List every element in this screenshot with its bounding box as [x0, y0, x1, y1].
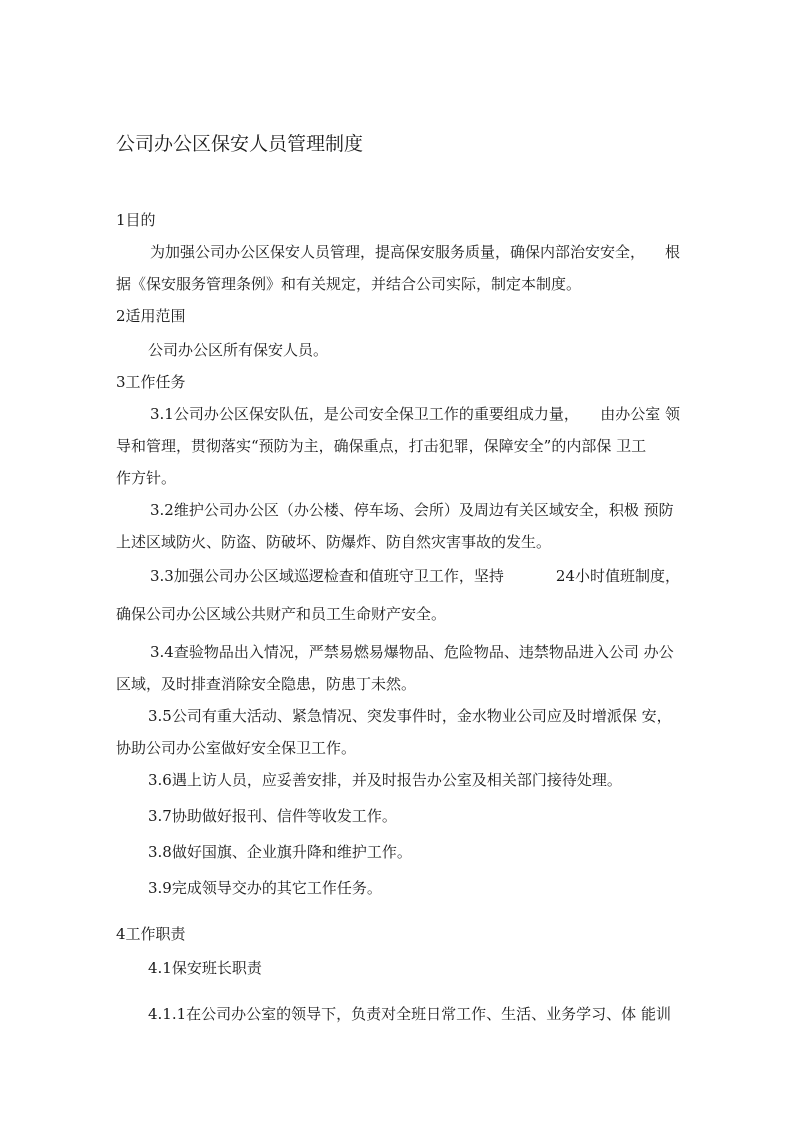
- task-3-1-line-2: 导和管理，贯彻落实“预防为主，确保重点，打击犯罪，保障安全”的内部保 卫工: [116, 437, 647, 455]
- task-3-2-line-1: 3.2维护公司办公区（办公楼、停车场、会所）及周边有关区域安全，积极 预防: [150, 501, 674, 519]
- purpose-line-1-end: 根: [664, 243, 680, 261]
- task-3-4-line-1: 3.4查验物品出入情况，严禁易燃易爆物品、危险物品、违禁物品进入公司 办公: [150, 643, 674, 661]
- task-3-3-line-1-text: 3.3加强公司办公区域巡逻检查和值班守卫工作，坚持: [150, 567, 504, 585]
- task-3-1-line-1-end: 由办公室 领: [600, 405, 680, 423]
- task-3-3-line-2: 确保公司办公区域公共财产和员工生命财产安全。: [116, 605, 447, 623]
- document-title: 公司办公区保安人员管理制度: [116, 133, 364, 155]
- scope-paragraph: 公司办公区所有保安人员。: [148, 341, 329, 359]
- task-3-3-line-1-end: 24小时值班制度，: [555, 567, 680, 585]
- task-3-1-line-3: 作方针。: [116, 469, 177, 487]
- duty-4-1-heading: 4.1保安班长职责: [148, 959, 262, 977]
- section-heading-tasks: 3工作任务: [116, 373, 186, 391]
- task-3-7: 3.7协助做好报刊、信件等收发工作。: [148, 807, 397, 825]
- task-3-1-line-1-text: 3.1公司办公区保安队伍，是公司安全保卫工作的重要组成力量，: [150, 405, 579, 423]
- purpose-paragraph-line-2: 据《保安服务管理条例》和有关规定，并结合公司实际，制定本制度。: [116, 275, 582, 293]
- task-3-5-line-2: 协助公司办公室做好安全保卫工作。: [116, 739, 357, 757]
- purpose-line-1-text: 为加强公司办公区保安人员管理，提高保安服务质量，确保内部治安安全，: [150, 243, 646, 261]
- task-3-4-line-2: 区域，及时排查消除安全隐患，防患丁未然。: [116, 675, 417, 693]
- task-3-6: 3.6遇上访人员，应妥善安排，并及时报告办公室及相关部门接待处理。: [148, 771, 622, 789]
- purpose-paragraph-line-1: [150, 242, 680, 262]
- section-heading-duties: 4工作职责: [116, 925, 186, 943]
- section-heading-purpose: 1目的: [116, 211, 156, 229]
- task-3-2-line-2: 上述区域防火、防盗、防破坏、防爆炸、防自然灾害事故的发生。: [116, 533, 552, 551]
- task-3-9: 3.9完成领导交办的其它工作任务。: [148, 879, 382, 897]
- task-3-5-line-1: 3.5公司有重大活动、紧急情况、突发事件时，金水物业公司应及时增派保 安，: [148, 707, 672, 725]
- duty-4-1-1-line-1: 4.1.1在公司办公室的领导下，负责对全班日常工作、生活、业务学习、体 能训: [148, 1005, 671, 1023]
- task-3-1-line-1: [150, 404, 680, 424]
- task-3-3-line-1: [150, 566, 680, 586]
- task-3-8: 3.8做好国旗、企业旗升降和维护工作。: [148, 843, 412, 861]
- section-heading-scope: 2适用范围: [116, 307, 186, 325]
